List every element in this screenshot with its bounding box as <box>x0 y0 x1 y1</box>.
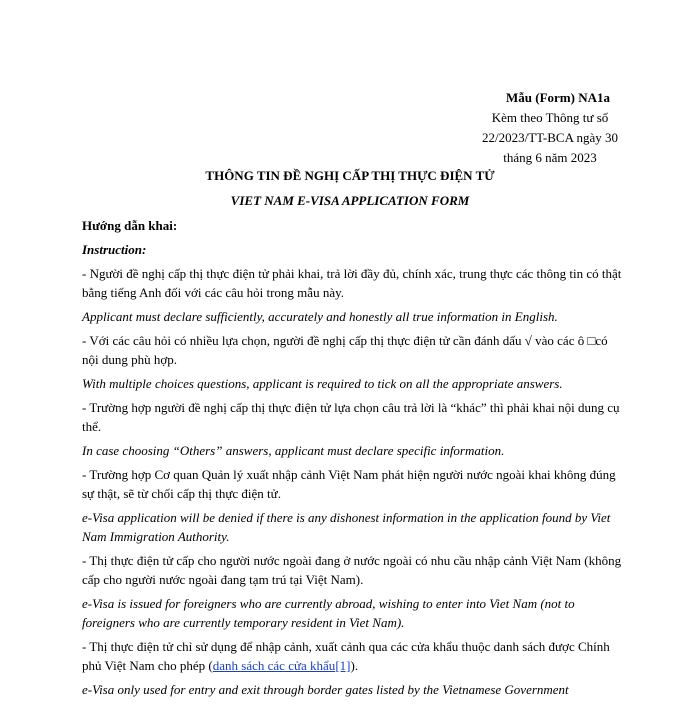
border-gates-list-link[interactable]: danh sách các cửa khẩu <box>212 658 336 673</box>
guide-heading-english: Instruction: <box>82 242 147 257</box>
footnote-reference-1[interactable]: [1] <box>335 658 351 673</box>
guide-heading-vietnamese: Hướng dẫn khai: <box>82 218 178 233</box>
instructions-section <box>82 216 622 704</box>
instruction-2-english: With multiple choices questions, applicant is required to tick on all the appropriate answers. <box>82 376 563 391</box>
form-circular-line-3: tháng 6 năm 2023 <box>503 150 597 165</box>
instruction-2-vietnamese: - Với các câu hỏi có nhiều lựa chọn, người đề nghị cấp thị thực điện tử cần đánh dấu √ vào các ô □có nội dung phù hợp. <box>82 333 608 367</box>
instruction-7-english: e-Visa only used for entry and exit through border gates listed by the Vietnamese Government <box>82 682 569 697</box>
document-title-vietnamese: THÔNG TIN ĐỀ NGHỊ CẤP THỊ THỰC ĐIỆN TỬ <box>205 168 495 183</box>
instruction-5-english: e-Visa is issued for foreigners who are currently abroad, wishing to enter into Viet Nam (not to foreigners who are currently temporary resident in Viet Nam). <box>82 596 575 630</box>
instruction-6-text: - Thị thực điện tử chỉ sử dụng để nhập cảnh, xuất cảnh qua các cửa khẩu thuộc danh sách được Chính phủ Việt Nam cho phép ( <box>82 639 610 673</box>
instruction-1-vietnamese: - Người đề nghị cấp thị thực điện tử phải khai, trả lời đầy đủ, chính xác, trung thực các thông tin có thật bằng tiếng Anh đối với các câu hỏi trong mẫu này. <box>82 266 622 300</box>
document-title-english: VIET NAM E-VISA APPLICATION FORM <box>230 193 470 208</box>
instruction-6-closing: ). <box>350 658 359 673</box>
instruction-4-english: e-Visa application will be denied if there is any dishonest information in the application found by Viet Nam Immigration Authority. <box>82 510 611 544</box>
instruction-1-english: Applicant must declare sufficiently, accurately and honestly all true information in English. <box>82 309 558 324</box>
instruction-5-vietnamese: - Thị thực điện tử cấp cho người nước ngoài đang ở nước ngoài có nhu cầu nhập cảnh Việt Nam (không cấp cho người nước ngoài đang tạm trú tại Việt Nam). <box>82 553 622 587</box>
form-code: Mẫu (Form) NA1a <box>506 90 610 105</box>
form-reference-block <box>460 88 640 168</box>
instruction-4-vietnamese: - Trường hợp Cơ quan Quản lý xuất nhập cảnh Việt Nam phát hiện người nước ngoài khai không đúng sự thật, sẽ từ chối cấp thị thực điện tử. <box>82 467 616 501</box>
instruction-6-vietnamese <box>82 637 622 675</box>
form-circular-line-2: 22/2023/TT-BCA ngày 30 <box>481 130 619 145</box>
instruction-3-english: In case choosing “Others” answers, applicant must declare specific information. <box>82 443 505 458</box>
instruction-3-vietnamese: - Trường hợp người đề nghị cấp thị thực điện tử lựa chọn câu trả lời là “khác” thì phải khai nội dung cụ thể. <box>82 400 620 434</box>
form-circular-line-1: Kèm theo Thông tư số <box>491 110 609 125</box>
